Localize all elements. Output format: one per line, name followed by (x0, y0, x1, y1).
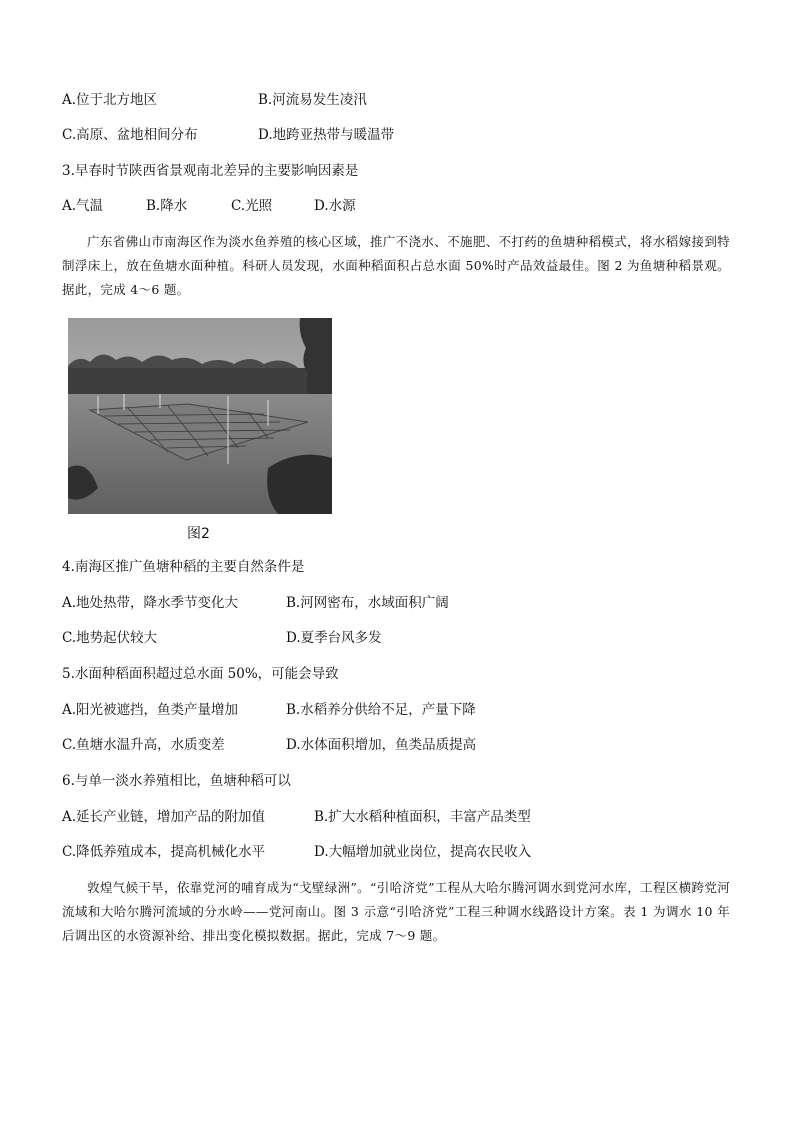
q3-option-a: A.气温 (62, 198, 104, 214)
q4-option-c: C.地势起伏较大 (62, 630, 158, 646)
q5-option-c: C.鱼塘水温升高，水质变差 (62, 737, 225, 753)
question-6-stem: 6.与单一淡水养殖相比，鱼塘种稻可以 (62, 773, 291, 789)
q6-option-c: C.降低养殖成本，提高机械化水平 (62, 844, 266, 860)
q6-option-d: D.大幅增加就业岗位，提高农民收入 (314, 844, 532, 860)
option-d: D.地跨亚热带与暖温带 (258, 127, 395, 143)
question-3-stem: 3.早春时节陕西省景观南北差异的主要影响因素是 (62, 163, 359, 179)
q3-option-d: D.水源 (314, 198, 356, 214)
q3-option-c: C.光照 (231, 198, 273, 214)
q5-option-a: A.阳光被遮挡，鱼类产量增加 (62, 702, 239, 718)
question-4-stem: 4.南海区推广鱼塘种稻的主要自然条件是 (62, 559, 305, 575)
q4-option-a: A.地处热带，降水季节变化大 (62, 595, 239, 611)
q4-option-b: B.河网密布，水域面积广阔 (286, 595, 449, 611)
option-c: C.高原、盆地相间分布 (62, 127, 198, 143)
fish-pond-rice-photo (68, 318, 332, 514)
q6-option-b: B.扩大水稻种植面积，丰富产品类型 (314, 809, 531, 825)
passage-dunhuang-water-transfer: 敦煌气候干旱，依靠党河的哺育成为“戈壁绿洲”。“引哈济党”工程从大哈尔腾河调水到党河水库，工程区横跨党河流域和大哈尔腾河流域的分水岭——党河南山。图 3 示意“引哈济党”工程三种调水线路设计方案。表 1 为调水 10 年后调出区的水资源补给、排出变化模拟数据。据此，完成 7～9 题。 (62, 880, 730, 943)
question-5-stem: 5.水面种稻面积超过总水面 50%，可能会导致 (62, 666, 339, 682)
q5-option-b: B.水稻养分供给不足，产量下降 (286, 702, 476, 718)
q6-option-a: A.延长产业链，增加产品的附加值 (62, 809, 266, 825)
option-b: B.河流易发生凌汛 (258, 92, 367, 108)
q5-option-d: D.水体面积增加，鱼类品质提高 (286, 737, 477, 753)
figure-2-caption: 图2 (187, 526, 210, 542)
option-a: A.位于北方地区 (62, 92, 158, 108)
q3-option-b: B.降水 (146, 198, 188, 214)
passage-fish-pond-rice: 广东省佛山市南海区作为淡水鱼养殖的核心区域，推广不浇水、不施肥、不打药的鱼塘种稻模式，将水稻嫁接到特制浮床上，放在鱼塘水面种植。科研人员发现，水面种稻面积占总水面 50%时产品效益最佳。图 2 为鱼塘种稻景观。据此，完成 4～6 题。 (62, 234, 730, 297)
q4-option-d: D.夏季台风多发 (286, 630, 382, 646)
